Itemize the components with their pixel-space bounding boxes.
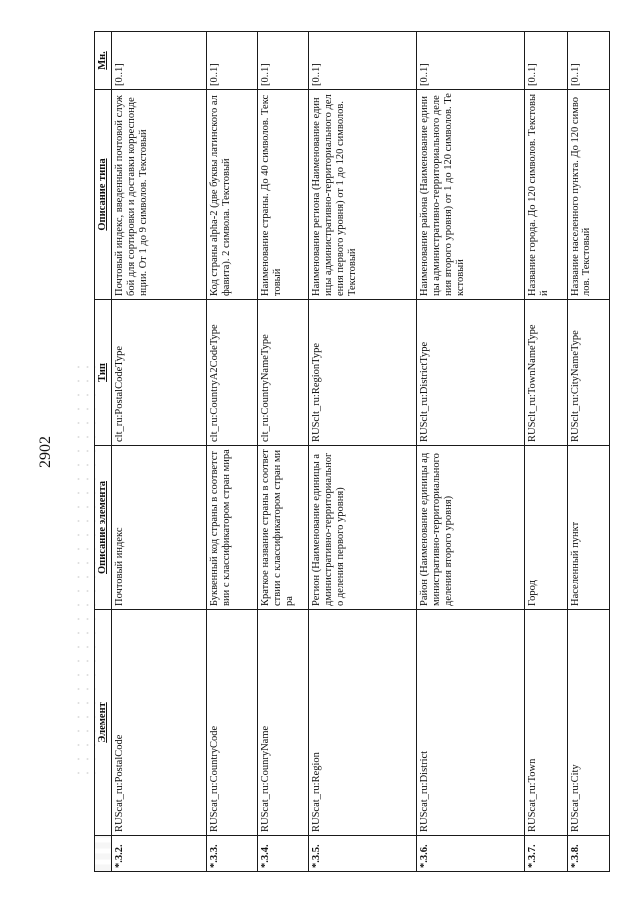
- element-table: [94, 31, 610, 872]
- row-number: *.3.2.: [112, 836, 207, 872]
- multiplicity: [0..1]: [567, 32, 609, 90]
- element-description: Район (Наименование единицы административно-территориального деления второго уровня): [417, 446, 525, 610]
- element-description: Почтовый индекс: [112, 446, 207, 610]
- header-number-cell: [95, 836, 112, 872]
- row-number: *.3.7.: [525, 836, 567, 872]
- document-table-container: [94, 32, 610, 872]
- element-type: clt_ru:PostalCodeType: [112, 300, 207, 446]
- scan-noise: [74, 360, 96, 780]
- multiplicity: [0..1]: [309, 32, 417, 90]
- header-multiplicity: Мн.: [95, 32, 112, 90]
- element-type: RUSclt_ru:CityNameType: [567, 300, 609, 446]
- element-name: RUScat_ru:Town: [525, 610, 567, 836]
- element-name: RUScat_ru:Region: [309, 610, 417, 836]
- multiplicity: [0..1]: [525, 32, 567, 90]
- table-row: [567, 32, 609, 872]
- element-description: Город: [525, 446, 567, 610]
- table-row: [206, 32, 257, 872]
- header-element: Элемент: [95, 610, 112, 836]
- type-description: Почтовый индекс, введенный почтовой службой для сортировки и доставки корреспонденции. От 1 до 9 символов. Текстовый: [112, 90, 207, 300]
- element-type: RUSclt_ru:RegionType: [309, 300, 417, 446]
- header-element-description: Описание элемента: [95, 446, 112, 610]
- element-name: RUScat_ru:District: [417, 610, 525, 836]
- table-row: [525, 32, 567, 872]
- element-description: Краткое название страны в соответствии с классификатором стран мира: [257, 446, 308, 610]
- row-number: *.3.3.: [206, 836, 257, 872]
- table-header-row: [95, 32, 112, 872]
- element-name: RUScat_ru:CounryName: [257, 610, 308, 836]
- rotated-table-frame: [94, 32, 610, 872]
- element-type: RUSclt_ru:TownNameType: [525, 300, 567, 446]
- element-description: Регион (Наименование единицы административно-территориального деления первого уровня): [309, 446, 417, 610]
- table-row: [309, 32, 417, 872]
- element-description: Буквенный код страны в соответствии с классификатором стран мира: [206, 446, 257, 610]
- row-number: *.3.5.: [309, 836, 417, 872]
- multiplicity: [0..1]: [417, 32, 525, 90]
- type-description: Наименование региона (Наименование единицы административно-территориального деления первого уровня) от 1 до 120 символов. Текстовый: [309, 90, 417, 300]
- table-row: [112, 32, 207, 872]
- type-description: Название населенного пункта. До 120 символов. Текстовый: [567, 90, 609, 300]
- element-type: clt_ru:CountryA2CodeType: [206, 300, 257, 446]
- type-description: Наименование района (Наименование единицы административно-территориального деления второго уровня) от 1 до 120 символов. Текстовый: [417, 90, 525, 300]
- element-type: clt_ru:CountryNameType: [257, 300, 308, 446]
- type-description: Код страны alpha-2 (две буквы латинского алфавита). 2 символа. Текстовый: [206, 90, 257, 300]
- row-number: *.3.4.: [257, 836, 308, 872]
- table-row: [417, 32, 525, 872]
- page-number: 2902: [37, 436, 54, 468]
- header-type: Тип: [95, 300, 112, 446]
- multiplicity: [0..1]: [112, 32, 207, 90]
- type-description: Наименование страны. До 40 символов. Текстовый: [257, 90, 308, 300]
- element-name: RUScat_ru:CountryCode: [206, 610, 257, 836]
- row-number: *.3.8.: [567, 836, 609, 872]
- element-type: RUSclt_ru:DistrictType: [417, 300, 525, 446]
- table-row: [257, 32, 308, 872]
- header-type-description: Описание типа: [95, 90, 112, 300]
- element-description: Населенный пункт: [567, 446, 609, 610]
- multiplicity: [0..1]: [257, 32, 308, 90]
- row-number: *.3.6.: [417, 836, 525, 872]
- element-name: RUScat_ru:City: [567, 610, 609, 836]
- element-name: RUScat_ru:PostalCode: [112, 610, 207, 836]
- type-description: Название города. До 120 символов. Текстовый: [525, 90, 567, 300]
- multiplicity: [0..1]: [206, 32, 257, 90]
